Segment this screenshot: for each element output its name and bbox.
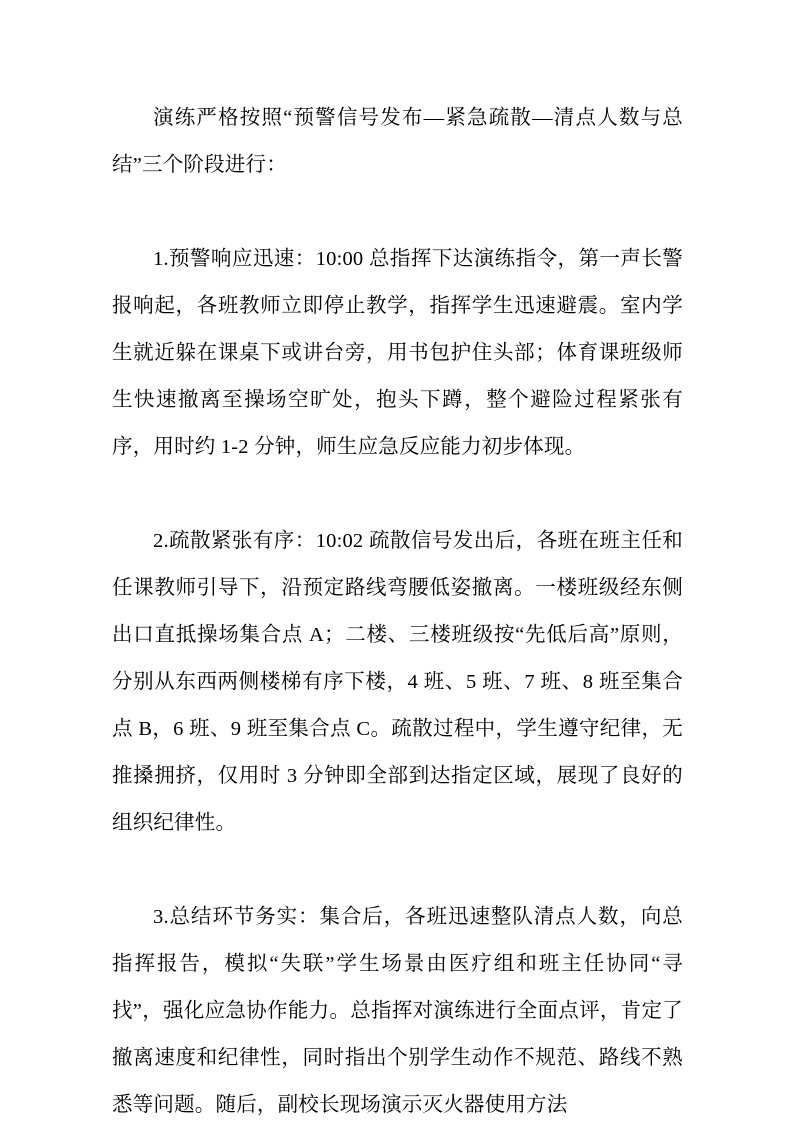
document-body [112, 95, 683, 1129]
paragraph-stage-2: 2.疏散紧张有序：10:02 疏散信号发出后，各班在班主任和任课教师引导下，沿预定路线弯腰低姿撤离。一楼班级经东侧出口直抵操场集合点 A；二楼、三楼班级按“先低后高”原则，分别从东西两侧楼梯有序下楼，4 班、5 班、7 班、8 班至集合点 B，6 班、9 班至集合点 C。疏散过程中，学生遵守纪律，无推搡拥挤，仅用时 3 分钟即全部到达指定区域，展现了良好的组织纪律性。 [112, 530, 683, 834]
paragraph-stage-3: 3.总结环节务实：集合后，各班迅速整队清点人数，向总指挥报告，模拟“失联”学生场景由医疗组和班主任协同“寻找”，强化应急协作能力。总指挥对演练进行全面点评，肯定了撤离速度和纪律性，同时指出个别学生动作不规范、路线不熟悉等问题。随后，副校长现场演示灭火器使用方法 [112, 906, 683, 1116]
paragraph-stage-1: 1.预警响应迅速：10:00 总指挥下达演练指令，第一声长警报响起，各班教师立即停止教学，指挥学生迅速避震。室内学生就近躲在课桌下或讲台旁，用书包护住头部；体育课班级师生快速撤离至操场空旷处，抱头下蹲，整个避险过程紧张有序，用时约 1-2 分钟，师生应急反应能力初步体现。 [112, 248, 683, 458]
paragraph-intro: 演练严格按照“预警信号发布—紧急疏散—清点人数与总结”三个阶段进行： [112, 107, 683, 176]
